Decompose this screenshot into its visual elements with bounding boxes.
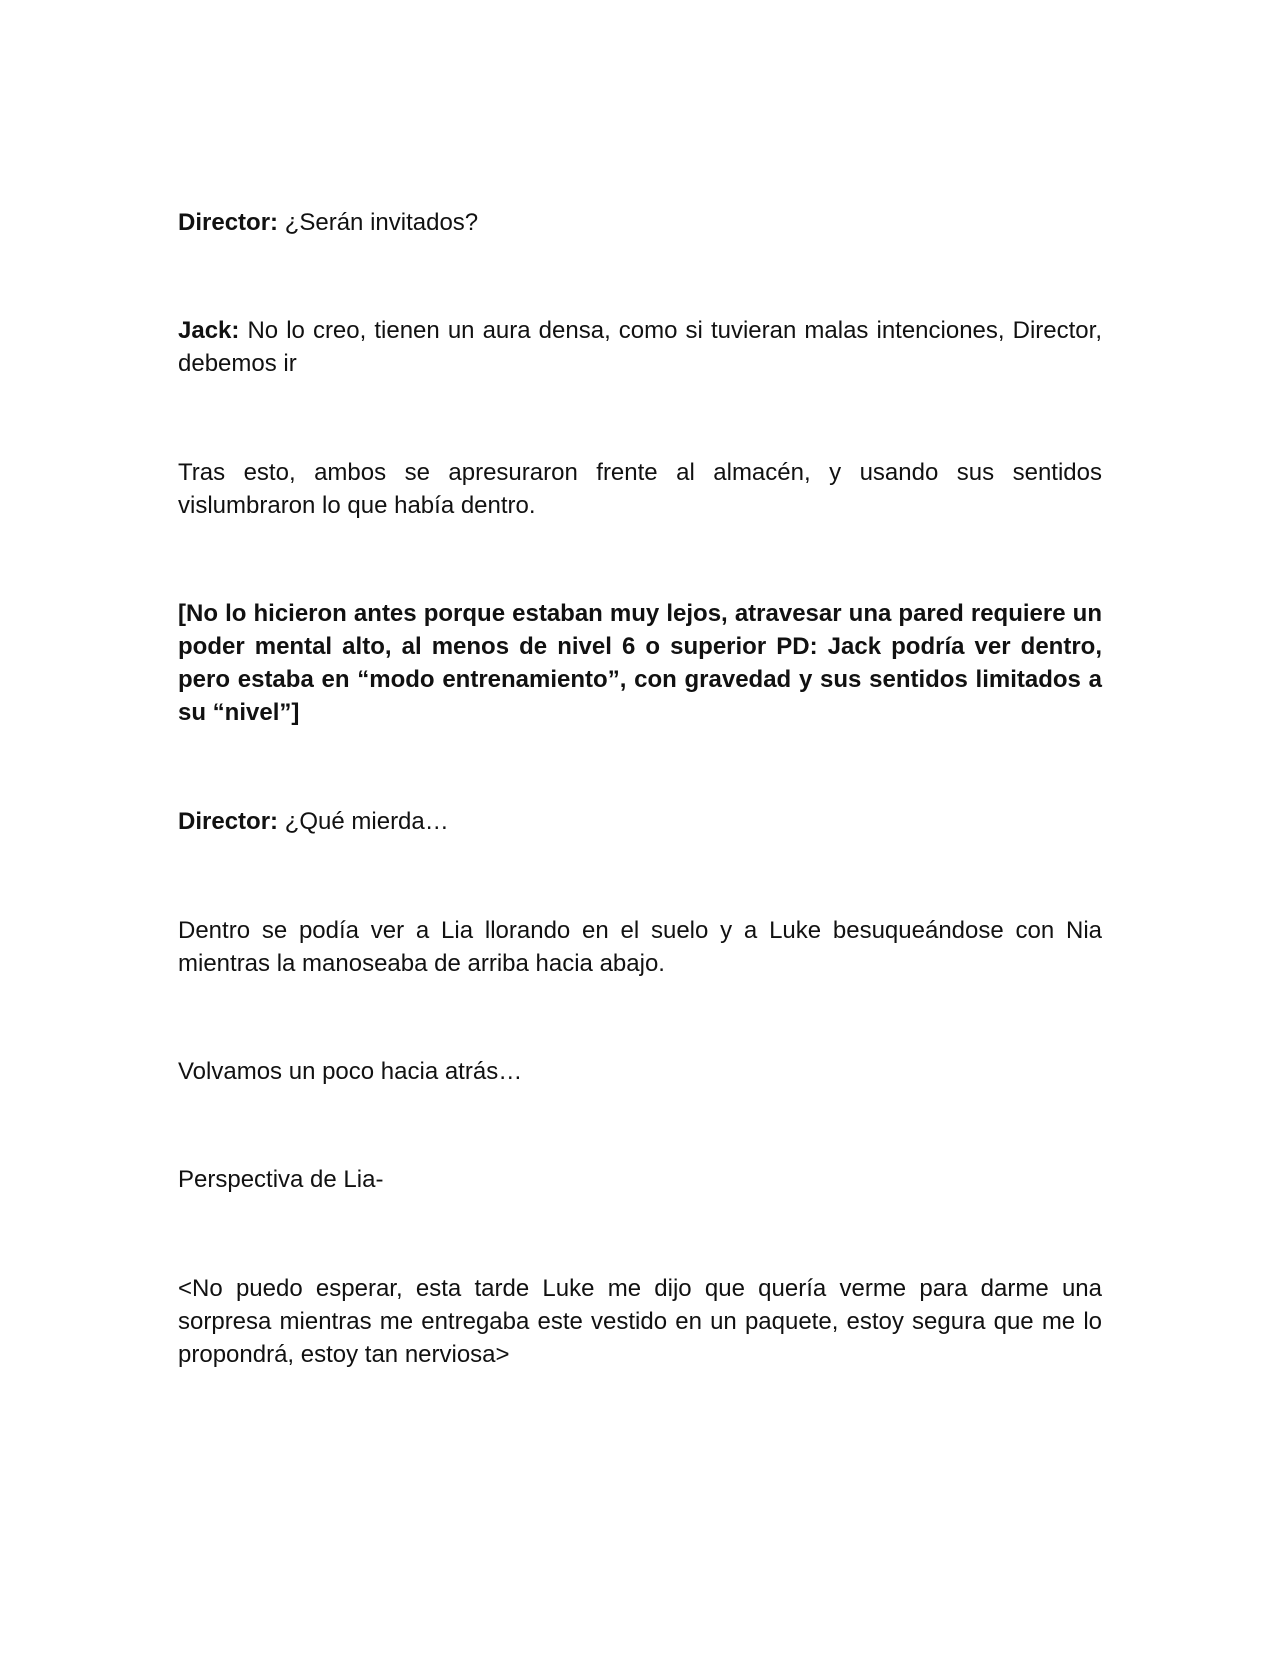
bold-note-paragraph: [No lo hicieron antes porque estaban muy lejos, atravesar una pared requiere un poder mental alto, al menos de nivel 6 o superior PD: Jack podría ver dentro, pero estaba en “modo entrenamiento”, con gravedad y sus sentidos limitados a su “nivel”] (178, 600, 1102, 726)
perspective-heading: Perspectiva de Lia- (178, 1166, 384, 1193)
speaker-label: Director: (178, 808, 279, 835)
dialogue-director-2 (178, 805, 1102, 838)
dialogue-director-1 (178, 206, 1102, 239)
speaker-label: Jack: (178, 317, 240, 344)
narration-paragraph: Dentro se podía ver a Lia llorando en el suelo y a Luke besuqueándose con Nia mientras la manoseaba de arriba hacia abajo. (178, 917, 1102, 977)
narration-paragraph: Tras esto, ambos se apresuraron frente al almacén, y usando sus sentidos vislumbraron lo que había dentro. (178, 459, 1102, 519)
dialogue-jack (178, 314, 1102, 380)
thought-paragraph: <No puedo esperar, esta tarde Luke me dijo que quería verme para darme una sorpresa mientras me entregaba este vestido en un paquete, estoy segura que me lo propondrá, estoy tan nerviosa> (178, 1275, 1102, 1368)
narration-paragraph: Volvamos un poco hacia atrás… (178, 1058, 523, 1085)
dialogue-text: ¿Serán invitados? (278, 209, 479, 236)
dialogue-text: No lo creo, tienen un aura densa, como si tuvieran malas intenciones, Director, debemos ir (178, 317, 1102, 377)
dialogue-text: ¿Qué mierda… (278, 808, 449, 835)
speaker-label: Director: (178, 209, 279, 236)
